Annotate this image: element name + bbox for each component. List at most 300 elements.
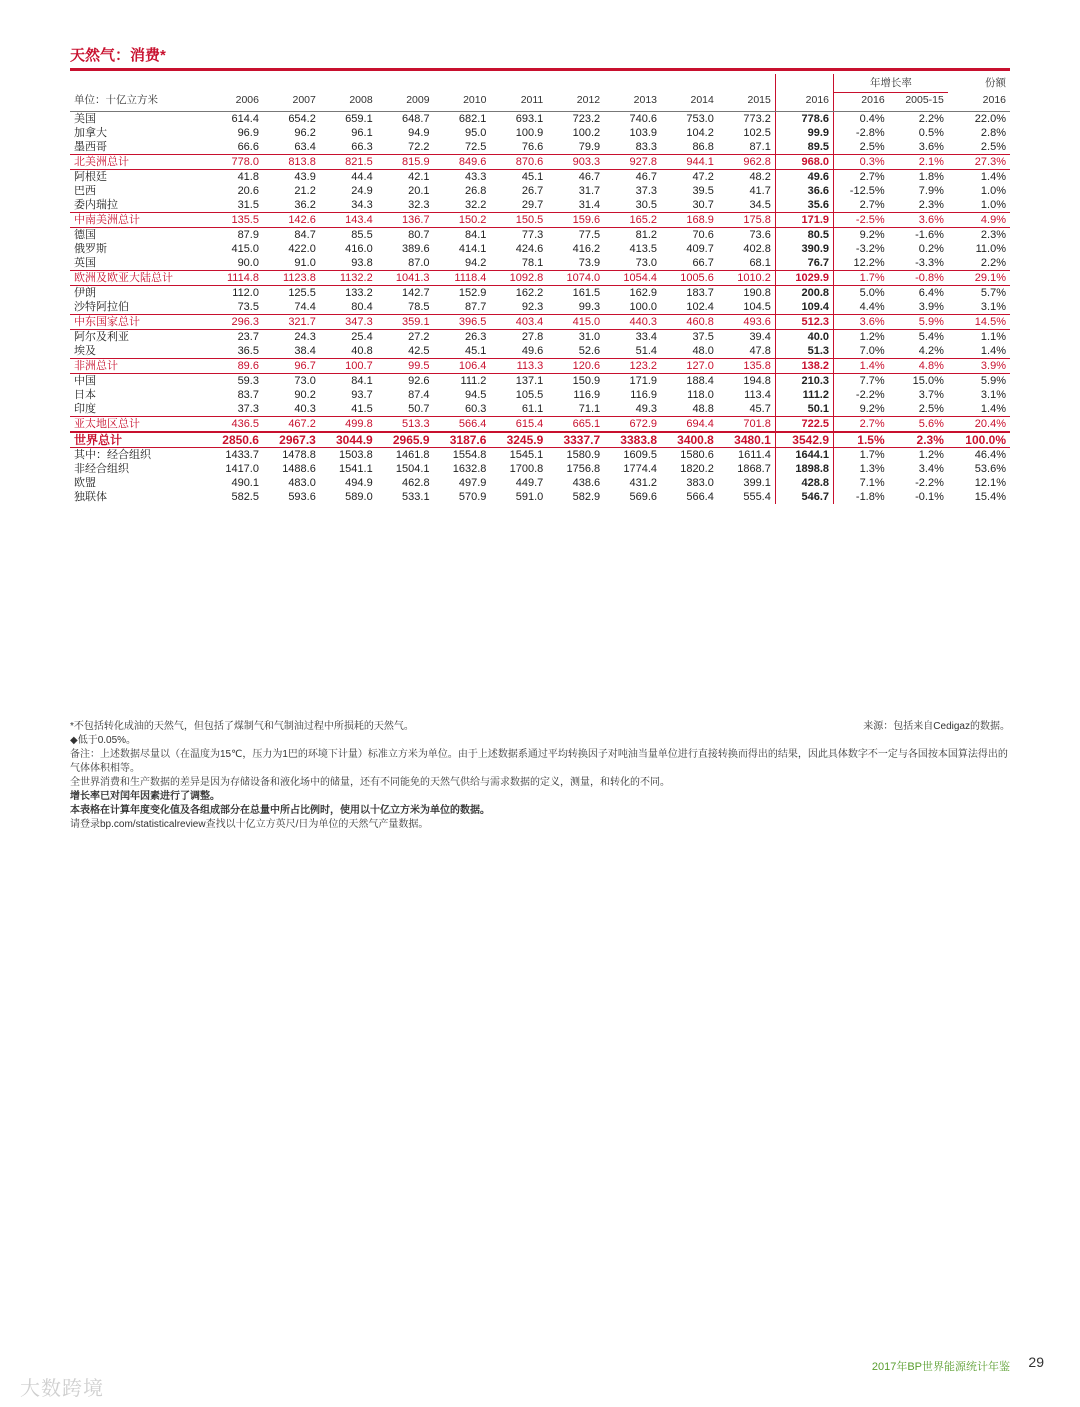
value-2016: 200.8 — [775, 286, 833, 301]
year-value: 123.2 — [604, 359, 661, 374]
year-value: 44.4 — [351, 171, 373, 183]
share-2016: 1.4% — [980, 345, 1006, 357]
year-value: 94.5 — [465, 389, 487, 401]
year-value: 27.8 — [521, 331, 544, 343]
year-value: 94.9 — [408, 127, 430, 139]
year-value: 143.4 — [320, 213, 377, 228]
year-value: 79.9 — [578, 141, 601, 153]
table-body — [70, 112, 1010, 505]
growth-2005-15: 2.2% — [918, 113, 944, 125]
share-2016-header: 2016 — [948, 93, 1010, 112]
growth-2016: -1.8% — [855, 491, 885, 503]
year-value: 90.2 — [294, 389, 316, 401]
year-header: 2012 — [547, 93, 604, 112]
year-value: 73.0 — [635, 257, 657, 269]
growth-2016: -2.2% — [855, 389, 885, 401]
growth-2016: 1.2% — [859, 331, 885, 343]
year-value: 93.7 — [351, 389, 373, 401]
year-value: 1118.4 — [434, 271, 491, 286]
footnote: 增长率已对闰年因素进行了调整。 — [70, 791, 220, 802]
year-value: 190.8 — [743, 287, 771, 299]
year-value: 104.2 — [686, 127, 714, 139]
year-value: 1054.4 — [604, 271, 661, 286]
year-value: 402.8 — [743, 243, 771, 255]
row-label: 伊朗 — [74, 287, 96, 299]
year-value: 1074.0 — [547, 271, 604, 286]
row-label: 中南美洲总计 — [70, 213, 206, 228]
footnote: ◆低于0.05%。 — [70, 735, 137, 746]
year-value: 84.1 — [351, 375, 373, 387]
row-label: 北美洲总计 — [70, 155, 206, 170]
share-group-label: 份额 — [985, 77, 1006, 90]
year-value: 701.8 — [718, 417, 776, 433]
growth-2005-15: -0.1% — [915, 491, 944, 503]
year-value: 40.8 — [351, 345, 373, 357]
table-row — [70, 448, 1010, 463]
share-2016: 2.2% — [980, 257, 1006, 269]
year-value: 27.2 — [408, 331, 430, 343]
growth-2005-15: -0.8% — [889, 271, 948, 286]
region-total-row — [70, 271, 1010, 286]
year-value: 100.2 — [572, 127, 601, 139]
year-value: 61.1 — [521, 403, 544, 415]
year-value: 85.5 — [351, 229, 373, 241]
table-row — [70, 402, 1010, 417]
year-value: 870.6 — [490, 155, 547, 170]
year-value: 778.0 — [206, 155, 263, 170]
year-value: 99.3 — [578, 301, 601, 313]
year-value: 100.0 — [629, 301, 657, 313]
row-label: 非洲总计 — [70, 359, 206, 374]
year-value: 415.0 — [547, 315, 604, 330]
year-value: 45.7 — [749, 403, 771, 415]
year-value: 47.2 — [692, 171, 714, 183]
year-value: 39.5 — [692, 185, 714, 197]
year-value: 165.2 — [604, 213, 661, 228]
row-label: 沙特阿拉伯 — [74, 301, 129, 313]
year-value: 100.9 — [515, 127, 544, 139]
share-2016: 11.0% — [975, 243, 1006, 255]
year-value: 1868.7 — [737, 463, 771, 475]
value-2016: 3542.9 — [775, 432, 833, 448]
year-value: 682.1 — [458, 113, 487, 125]
value-2016: 1029.9 — [775, 271, 833, 286]
world-total-row — [70, 432, 1010, 448]
year-value: 3400.8 — [661, 432, 718, 448]
year-value: 33.4 — [635, 331, 657, 343]
year-value: 414.1 — [458, 243, 487, 255]
year-value: 50.7 — [408, 403, 430, 415]
year-value: 37.5 — [692, 331, 714, 343]
year-value: 654.2 — [288, 113, 316, 125]
year-value: 89.6 — [206, 359, 263, 374]
region-total-row — [70, 417, 1010, 433]
year-value: 1041.3 — [377, 271, 434, 286]
year-value: 59.3 — [237, 375, 259, 387]
table-row — [70, 228, 1010, 243]
year-value: 87.1 — [749, 141, 771, 153]
value-2016: 512.3 — [775, 315, 833, 330]
year-value: 416.0 — [345, 243, 373, 255]
table-row — [70, 184, 1010, 198]
year-value: 36.2 — [294, 199, 316, 211]
growth-2016: 9.2% — [859, 403, 885, 415]
year-value: 1541.1 — [339, 463, 373, 475]
year-value: 93.8 — [351, 257, 373, 269]
year-value: 100.7 — [320, 359, 377, 374]
growth-2016: 7.1% — [859, 477, 885, 489]
year-value: 102.5 — [743, 127, 771, 139]
year-value: 1504.1 — [395, 463, 430, 475]
row-label: 阿尔及利亚 — [74, 331, 129, 343]
growth-2005-15: 1.2% — [918, 449, 944, 461]
value-2016: 428.8 — [775, 476, 833, 490]
row-label: 美国 — [74, 113, 96, 125]
year-value: 103.9 — [629, 127, 657, 139]
year-value: 66.3 — [351, 141, 373, 153]
year-value: 70.6 — [692, 229, 714, 241]
year-value: 135.5 — [206, 213, 263, 228]
growth-0515-header: 2005-15 — [889, 93, 948, 112]
table-row — [70, 126, 1010, 140]
region-total-row — [70, 359, 1010, 374]
year-value: 162.9 — [629, 287, 657, 299]
year-value: 21.2 — [294, 185, 316, 197]
year-value: 3187.6 — [434, 432, 491, 448]
year-value: 20.6 — [237, 185, 259, 197]
year-value: 449.7 — [515, 477, 544, 489]
growth-2016: 12.2% — [853, 257, 885, 269]
year-value: 92.3 — [521, 301, 544, 313]
growth-2005-15: 2.3% — [889, 432, 948, 448]
year-value: 570.9 — [458, 491, 487, 503]
year-value: 2967.3 — [263, 432, 320, 448]
share-2016: 2.3% — [980, 229, 1006, 241]
row-label: 印度 — [74, 403, 96, 415]
year-value: 460.8 — [661, 315, 718, 330]
row-label: 欧洲及欧亚大陆总计 — [70, 271, 206, 286]
year-value: 2965.9 — [377, 432, 434, 448]
row-label: 加拿大 — [74, 127, 107, 139]
year-value: 77.3 — [521, 229, 544, 241]
year-value: 30.5 — [635, 199, 657, 211]
year-value: 51.4 — [635, 345, 657, 357]
year-header: 2014 — [661, 93, 718, 112]
year-value: 80.4 — [351, 301, 373, 313]
footnote: 请登录bp.com/statisticalreview查找以十亿立方英尺/日为单位的天然气产量数据。 — [70, 819, 429, 830]
year-value: 37.3 — [635, 185, 657, 197]
year-value: 1005.6 — [661, 271, 718, 286]
growth-2005-15: 3.6% — [889, 213, 948, 228]
year-value: 39.4 — [749, 331, 771, 343]
year-value: 49.6 — [521, 345, 544, 357]
share-2016: 53.6% — [974, 463, 1006, 475]
year-value: 116.9 — [573, 389, 601, 401]
growth-2016: 2.7% — [834, 417, 889, 433]
watermark-logo: 大数跨境 — [20, 1378, 104, 1400]
row-label: 阿根廷 — [74, 171, 107, 183]
year-value: 83.3 — [635, 141, 657, 153]
year-value: 47.8 — [749, 345, 771, 357]
year-value: 1461.8 — [395, 449, 430, 461]
year-value: 142.7 — [402, 287, 430, 299]
year-value: 440.3 — [604, 315, 661, 330]
value-2016: 138.2 — [775, 359, 833, 374]
value-2016: 1644.1 — [775, 448, 833, 463]
year-value: 490.1 — [231, 477, 259, 489]
share-2016: 1.4% — [980, 171, 1006, 183]
unit-label: 单位：十亿立方米 — [70, 93, 206, 112]
year-value: 591.0 — [515, 491, 544, 503]
year-value: 555.4 — [743, 491, 771, 503]
year-value: 29.7 — [521, 199, 544, 211]
year-value: 1114.8 — [206, 271, 263, 286]
header-row — [70, 93, 1010, 112]
year-value: 99.5 — [377, 359, 434, 374]
year-value: 96.2 — [294, 127, 316, 139]
year-value: 34.5 — [749, 199, 771, 211]
year-value: 740.6 — [629, 113, 657, 125]
value-2016: 36.6 — [775, 184, 833, 198]
year-value: 1092.8 — [490, 271, 547, 286]
year-value: 1611.4 — [738, 449, 771, 461]
table-row — [70, 256, 1010, 271]
share-2016: 12.1% — [974, 477, 1006, 489]
year-value: 694.4 — [661, 417, 718, 433]
row-label: 日本 — [74, 389, 96, 401]
growth-2005-15: -3.3% — [915, 257, 944, 269]
growth-2005-15: 5.9% — [889, 315, 948, 330]
year-value: 347.3 — [320, 315, 377, 330]
year-value: 42.1 — [408, 171, 430, 183]
year-value: 513.3 — [377, 417, 434, 433]
year-header: 2010 — [434, 93, 491, 112]
growth-2016: 9.2% — [859, 229, 885, 241]
year-value: 321.7 — [263, 315, 320, 330]
year-value: 497.9 — [458, 477, 487, 489]
growth-2016: 1.3% — [859, 463, 885, 475]
year-value: 593.6 — [288, 491, 316, 503]
year-value: 73.5 — [237, 301, 259, 313]
value-2016: 210.3 — [775, 374, 833, 389]
year-header: 2008 — [320, 93, 377, 112]
share-2016: 3.1% — [980, 389, 1006, 401]
year-value: 76.6 — [521, 141, 544, 153]
year-value: 42.5 — [408, 345, 430, 357]
year-value: 38.4 — [294, 345, 316, 357]
region-total-row — [70, 213, 1010, 228]
row-label: 中国 — [74, 375, 96, 387]
year-value: 52.6 — [578, 345, 601, 357]
table-row — [70, 198, 1010, 213]
year-value: 34.3 — [351, 199, 373, 211]
consumption-table — [70, 74, 1010, 504]
growth-2016: 1.5% — [834, 432, 889, 448]
growth-2005-15: -1.6% — [915, 229, 944, 241]
value-2016: 76.7 — [775, 256, 833, 271]
year-value: 672.9 — [604, 417, 661, 433]
growth-group-label: 年增长率 — [834, 74, 948, 93]
table-row — [70, 140, 1010, 155]
table-row — [70, 388, 1010, 402]
year-value: 41.7 — [749, 185, 771, 197]
value-2016: 89.5 — [775, 140, 833, 155]
table-row — [70, 242, 1010, 256]
table-row — [70, 490, 1010, 504]
growth-2005-15: 5.4% — [918, 331, 944, 343]
year-value: 116.9 — [630, 389, 657, 401]
year-value: 659.1 — [345, 113, 373, 125]
year-value: 493.6 — [718, 315, 776, 330]
year-value: 188.4 — [686, 375, 714, 387]
year-value: 436.5 — [206, 417, 263, 433]
title-rule — [70, 68, 1010, 71]
year-value: 582.5 — [231, 491, 259, 503]
value-2016: 390.9 — [775, 242, 833, 256]
value-2016: 99.9 — [775, 126, 833, 140]
region-total-row — [70, 155, 1010, 170]
year-value: 168.9 — [661, 213, 718, 228]
year-value: 105.5 — [515, 389, 544, 401]
row-label: 亚太地区总计 — [70, 417, 206, 433]
year-value: 73.0 — [294, 375, 316, 387]
year-value: 589.0 — [345, 491, 373, 503]
year-value: 77.5 — [578, 229, 601, 241]
year-value: 821.5 — [320, 155, 377, 170]
year-value: 26.8 — [465, 185, 487, 197]
row-label: 世界总计 — [70, 432, 206, 448]
publication-title: 2017年BP世界能源统计年鉴 — [871, 1361, 1010, 1373]
year-value: 615.4 — [490, 417, 547, 433]
year-value: 84.7 — [294, 229, 316, 241]
growth-2016: -2.8% — [855, 127, 885, 139]
year-value: 125.5 — [288, 287, 316, 299]
share-2016: 5.7% — [980, 287, 1006, 299]
year-value: 87.7 — [465, 301, 487, 313]
year-value: 415.0 — [231, 243, 259, 255]
table-row — [70, 112, 1010, 127]
year-value: 40.3 — [294, 403, 316, 415]
growth-2005-15: 7.9% — [918, 185, 944, 197]
year-value: 424.6 — [515, 243, 544, 255]
page-title: 天然气：消费* — [70, 47, 166, 64]
year-value: 1580.6 — [680, 449, 714, 461]
year-value: 32.3 — [408, 199, 430, 211]
year-value: 3044.9 — [320, 432, 377, 448]
year-value: 1132.2 — [320, 271, 377, 286]
share-2016: 100.0% — [948, 432, 1010, 448]
year-value: 73.9 — [578, 257, 601, 269]
year-value: 569.6 — [629, 491, 657, 503]
year-value: 1554.8 — [452, 449, 487, 461]
share-2016: 2.5% — [980, 141, 1006, 153]
year-value: 73.6 — [749, 229, 771, 241]
year-value: 118.0 — [687, 389, 714, 401]
value-2016: 546.7 — [775, 490, 833, 504]
year-value: 31.7 — [578, 185, 601, 197]
year-value: 46.7 — [578, 171, 601, 183]
year-value: 32.2 — [465, 199, 487, 211]
growth-2005-15: -2.2% — [915, 477, 944, 489]
header-group-row — [70, 74, 1010, 93]
growth-2016: -12.5% — [849, 185, 885, 197]
value-2016: 35.6 — [775, 198, 833, 213]
value-2016: 51.3 — [775, 344, 833, 359]
year-value: 96.7 — [263, 359, 320, 374]
growth-2005-15: 3.9% — [918, 301, 944, 313]
year-value: 849.6 — [434, 155, 491, 170]
page-number: 29 — [1028, 1354, 1044, 1370]
year-value: 566.4 — [434, 417, 491, 433]
share-2016: 4.9% — [948, 213, 1010, 228]
growth-2005-15: 6.4% — [918, 287, 944, 299]
year-value: 815.9 — [377, 155, 434, 170]
share-2016: 3.1% — [980, 301, 1006, 313]
year-value: 63.4 — [294, 141, 316, 153]
year-value: 96.1 — [351, 127, 373, 139]
value-2016: 171.9 — [775, 213, 833, 228]
year-value: 194.8 — [743, 375, 771, 387]
growth-2016: 0.3% — [834, 155, 889, 170]
row-label: 埃及 — [74, 345, 96, 357]
year-value: 96.9 — [237, 127, 259, 139]
year-value: 152.9 — [458, 287, 487, 299]
growth-2016: 1.7% — [834, 271, 889, 286]
year-value: 24.3 — [294, 331, 316, 343]
year-value: 944.1 — [661, 155, 718, 170]
growth-2016: 5.0% — [859, 287, 885, 299]
year-header: 2013 — [604, 93, 661, 112]
share-2016: 1.1% — [980, 331, 1006, 343]
year-value: 84.1 — [465, 229, 487, 241]
year-value: 113.4 — [744, 389, 771, 401]
year-value: 1417.0 — [225, 463, 259, 475]
year-value: 614.4 — [231, 113, 259, 125]
year-value: 112.0 — [232, 287, 259, 299]
year-value: 1433.7 — [225, 449, 259, 461]
year-value: 399.1 — [743, 477, 771, 489]
growth-2016: 0.4% — [859, 113, 885, 125]
year-value: 438.6 — [572, 477, 601, 489]
row-label: 墨西哥 — [74, 141, 107, 153]
year-value: 49.3 — [635, 403, 657, 415]
table-row — [70, 344, 1010, 359]
year-value: 1545.1 — [509, 449, 544, 461]
value-2016: 80.5 — [775, 228, 833, 243]
year-value: 104.5 — [743, 301, 771, 313]
table-row — [70, 300, 1010, 315]
year-value: 927.8 — [604, 155, 661, 170]
share-2016: 29.1% — [948, 271, 1010, 286]
year-value: 296.3 — [206, 315, 263, 330]
value-2016: 49.6 — [775, 170, 833, 185]
year-value: 1609.5 — [623, 449, 657, 461]
row-label: 德国 — [74, 229, 96, 241]
year-value: 462.8 — [402, 477, 430, 489]
year-value: 753.0 — [686, 113, 714, 125]
footnotes — [70, 720, 1010, 832]
year-value: 87.4 — [408, 389, 430, 401]
year-value: 37.3 — [237, 403, 259, 415]
value-2016: 778.6 — [775, 112, 833, 127]
year-value: 43.9 — [294, 171, 316, 183]
growth-2016: 2.7% — [859, 199, 885, 211]
share-2016: 1.4% — [980, 403, 1006, 415]
year-value: 773.2 — [743, 113, 771, 125]
table-row — [70, 286, 1010, 301]
year-value: 1488.6 — [282, 463, 316, 475]
year-value: 693.1 — [515, 113, 544, 125]
